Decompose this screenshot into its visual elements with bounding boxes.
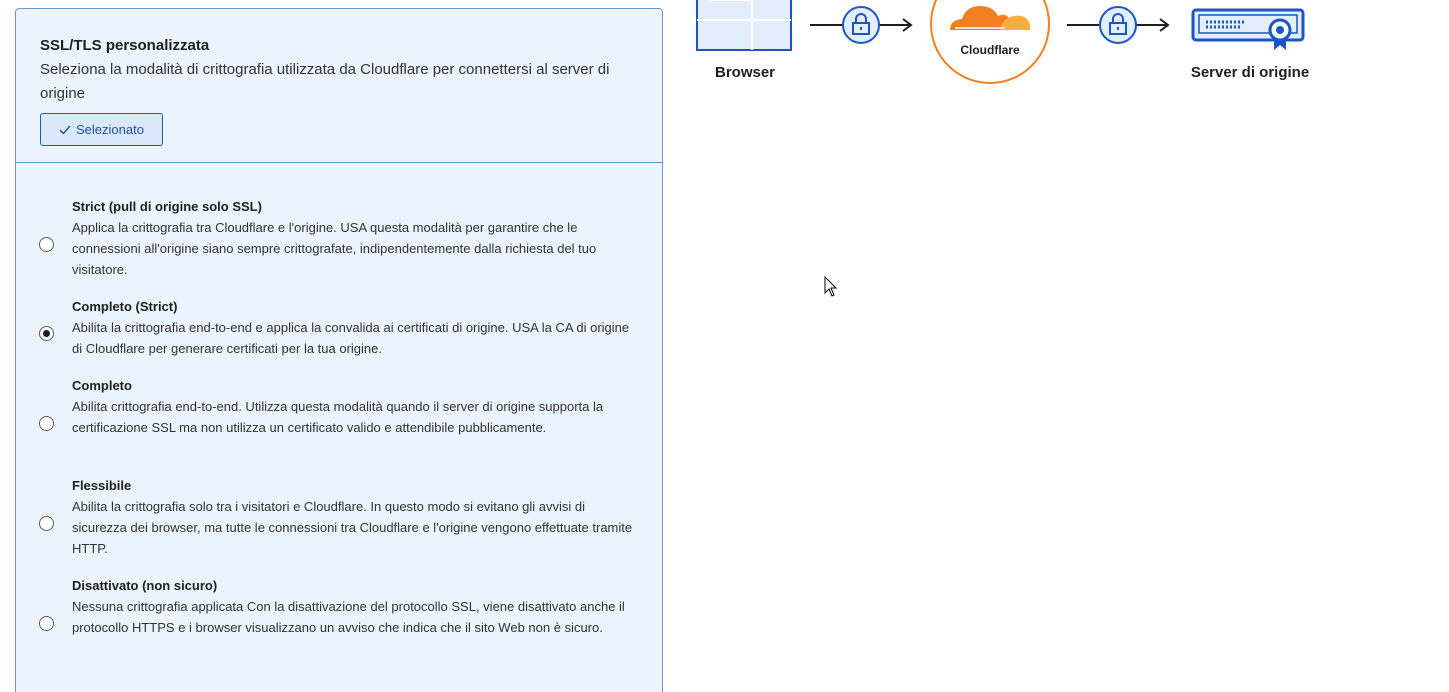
origin-certificate-icon [1193, 10, 1303, 50]
lock-arrow-browser-to-cloudflare [810, 7, 911, 43]
browser-window-icon [697, 0, 791, 50]
selected-button-label: Selezionato [76, 122, 144, 137]
browser-label: Browser [714, 64, 776, 81]
option-title: Disattivato (non sicuro) [72, 578, 218, 593]
option-title: Completo [72, 378, 132, 393]
check-icon [59, 125, 71, 135]
radio-flexible[interactable] [39, 516, 54, 531]
selected-button[interactable] [40, 113, 163, 146]
connection-diagram [680, 0, 1440, 100]
option-description: Abilita la crittografia end-to-end e applica la convalida ai certificati di origine. USA la CA di origine di Cloudflare per generare certificati per la tua origine. [72, 320, 630, 356]
option-description: Abilita crittografia end-to-end. Utilizza questa modalità quando il server di origine supporta la certificazione SSL ma non utilizza un certificato valido e attendibile pubblicamente. [72, 399, 604, 435]
option-title: Completo (Strict) [72, 299, 178, 314]
option-description: Applica la crittografia tra Cloudflare e l'origine. USA questa modalità per garantire che le connessioni all'origine siano sempre crittografate, indipendentemente dalla richiesta del tuo visitatore. [72, 220, 597, 277]
radio-strict-ssl-only[interactable] [39, 237, 54, 252]
radio-full-strict[interactable] [39, 326, 54, 341]
radio-off[interactable] [39, 616, 54, 631]
cloudflare-node [931, 0, 1049, 83]
option-description: Abilita la crittografia solo tra i visitatori e Cloudflare. In questo modo si evitano gli avvisi di sicurezza dei browser, ma tutte le connessioni tra Cloudflare e l'origine vengono effettuate tramite HTTP. [72, 499, 633, 556]
cloudflare-label: Cloudflare [960, 43, 1020, 57]
origin-server-label: Server di origine [1190, 64, 1310, 81]
lock-arrow-cloudflare-to-origin [1067, 7, 1168, 43]
ssl-settings-card [15, 8, 663, 692]
card-title: SSL/TLS personalizzata [40, 37, 210, 54]
radio-full[interactable] [39, 416, 54, 431]
option-title: Flessibile [72, 478, 132, 493]
option-description: Nessuna crittografia applicata Con la disattivazione del protocollo SSL, viene disattivato anche il protocollo HTTPS e i browser visualizzano un avviso che indica che il sito Web non è sicuro. [72, 599, 625, 635]
mouse-cursor-icon [824, 276, 838, 298]
card-description: Seleziona la modalità di crittografia utilizzata da Cloudflare per connettersi al server di origine [40, 61, 610, 102]
option-title: Strict (pull di origine solo SSL) [72, 199, 262, 214]
